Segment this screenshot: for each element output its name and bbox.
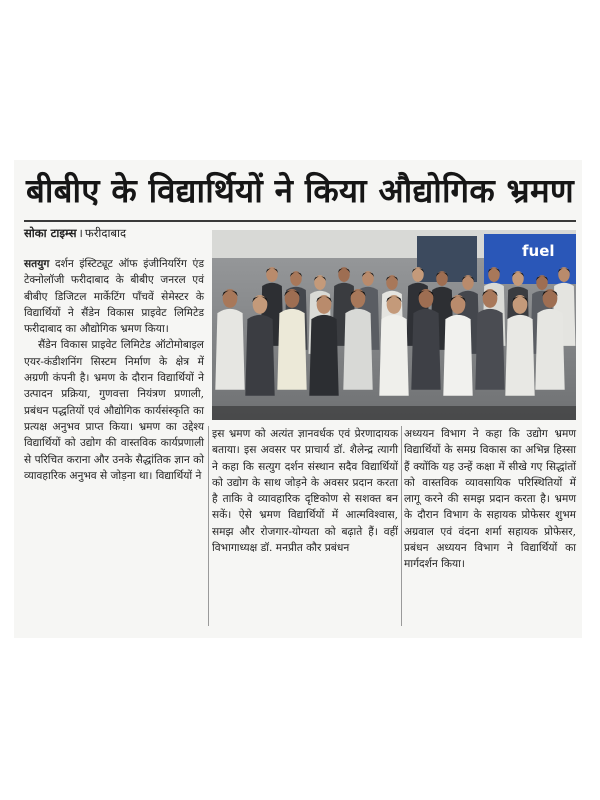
place-name: फरीदाबाद [84, 226, 127, 240]
headline: बीबीए के विद्यार्थियों ने किया औद्योगिक भ्रमण [26, 171, 574, 210]
source-name: सोका टाइम्स [24, 226, 77, 240]
dateline [24, 225, 126, 241]
column-divider-1 [208, 426, 209, 626]
article-column-2 [212, 426, 398, 556]
column-divider-2 [401, 426, 402, 626]
paragraph-2: सैंडेन विकास प्राइवेट लिमिटेड ऑटोमोबाइल एयर-कंडीशनिंग सिस्टम निर्माण के क्षेत्र में अग्रणी कंपनी है। भ्रमण के दौरान विद्यार्थियों ने उत्पादन प्रक्रिया, गुणवत्ता नियंत्रण प्रणाली, प्रबंधन पद्धतियों एवं औद्योगिक कार्यसंस्कृति का प्रत्यक्ष अनुभव प्राप्त किया। भ्रमण का उद्देश्य विद्यार्थियों को उद्योग की वास्तविक कार्यप्रणाली से परिचित कराना और उनके सैद्धांतिक ज्ञान को व्यावहारिक अनुभव से जोड़ना था। विद्यार्थियों ने [24, 339, 204, 482]
headline-rule [24, 220, 576, 222]
group-photo [212, 230, 576, 420]
article-column-1 [24, 256, 204, 484]
paragraph-1-text: दर्शन इंस्टिट्यूट ऑफ इंजीनियरिंग एंड टेक्नोलॉजी फरीदाबाद के बीबीए जनरल एवं बीबीए डिजिटल मार्केटिंग पाँचवें सेमेस्टर के विद्यार्थियों ने सैंडेन विकास प्राइवेट लिमिटेड फरीदाबाद का औद्योगिक भ्रमण किया। [24, 258, 204, 336]
dateline-separator: । [78, 226, 83, 240]
photo-floor-shadow [212, 406, 576, 420]
paragraph-1 [24, 256, 204, 337]
photo-sign-text: fuel [522, 242, 555, 260]
lead-word: सतयुग [24, 258, 50, 270]
article-column-3 [404, 426, 576, 573]
column-3-text: अध्ययन विभाग ने कहा कि उद्योग भ्रमण विद्यार्थियों के समग्र विकास का अभिन्न हिस्सा हैं क्योंकि यह उन्हें कक्षा में सीखे गए सिद्धांतों को वास्तविक व्यावसायिक परिस्थितियों में लागू करने की समझ प्रदान करता है। भ्रमण के दौरान विभाग के सहायक प्रोफेसर शुभम अग्रवाल एवं वंदना शर्मा सहायक प्रोफेसर, प्रबंधन अध्ययन विभाग ने विद्यार्थियों का मार्गदर्शन किया। [404, 428, 576, 571]
column-2-text: इस भ्रमण को अत्यंत ज्ञानवर्धक एवं प्रेरणादायक बताया। इस अवसर पर प्राचार्य डॉ. शैलेन्द्र त्यागी ने कहा कि सत्युग दर्शन संस्थान सदैव विद्यार्थियों को उद्योग के साथ जोड़ने के अवसर प्रदान करता है ताकि वे व्यावहारिक दृष्टिकोण से सशक्त बन सकें। ऐसे भ्रमण विद्यार्थियों में आत्मविश्वास, समझ और रोजगार-योग्यता को बढ़ाते हैं। वहीं विभागाध्यक्ष डॉ. मनप्रीत कौर प्रबंधन [212, 428, 398, 555]
